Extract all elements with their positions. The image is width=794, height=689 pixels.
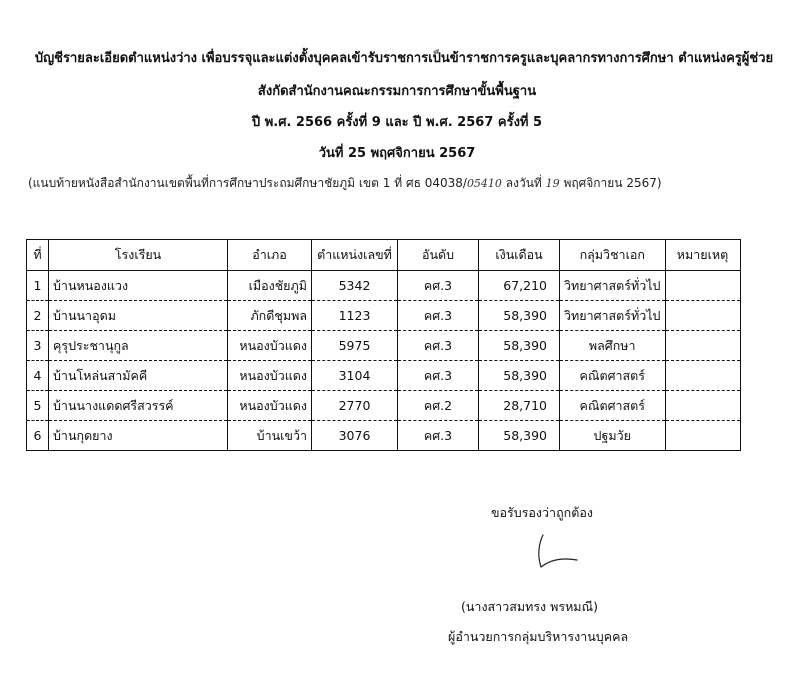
cell-district: หนองบัวแดง (228, 391, 312, 421)
cell-remark (665, 391, 740, 421)
cell-district: หนองบัวแดง (228, 361, 312, 391)
note-middle: ลงวันที่ (501, 176, 546, 190)
col-header-school: โรงเรียน (49, 240, 228, 271)
cell-salary: 58,390 (479, 361, 560, 391)
cell-subject: คณิตศาสตร์ (560, 391, 666, 421)
cell-rank: คศ.3 (398, 271, 479, 301)
doc-date: วันที่ 25 พฤศจิกายน 2567 (318, 146, 476, 161)
col-header-subject: กลุ่มวิชาเอก (560, 240, 666, 271)
col-header-no: ที่ (27, 240, 49, 271)
cell-position-no: 3076 (312, 421, 398, 451)
cell-school: บ้านโหล่นสามัคคี (49, 361, 228, 391)
cell-no: 4 (27, 361, 49, 391)
table-row (27, 421, 741, 451)
table-row (27, 301, 741, 331)
cell-no: 2 (27, 301, 49, 331)
cell-no: 6 (27, 421, 49, 451)
cell-rank: คศ.3 (398, 421, 479, 451)
cell-district: บ้านเขว้า (228, 421, 312, 451)
attachment-note (28, 174, 662, 193)
cell-subject: วิทยาศาสตร์ทั่วไป (560, 301, 666, 331)
certification-text: ขอรับรองว่าถูกต้อง (491, 505, 593, 520)
cell-position-no: 5342 (312, 271, 398, 301)
cell-salary: 58,390 (479, 301, 560, 331)
cell-subject: คณิตศาสตร์ (560, 361, 666, 391)
col-header-district: อำเภอ (228, 240, 312, 271)
table-header-row (27, 240, 741, 271)
cell-subject: ปฐมวัย (560, 421, 666, 451)
vacancy-table (26, 239, 741, 451)
cell-position-no: 3104 (312, 361, 398, 391)
table-row (27, 391, 741, 421)
cell-school: บ้านกุดยาง (49, 421, 228, 451)
handwritten-day: 19 (545, 177, 560, 190)
handwritten-doc-number: 05410 (466, 177, 502, 190)
note-suffix: พฤศจิกายน 2567) (559, 176, 662, 190)
cell-rank: คศ.2 (398, 391, 479, 421)
cell-remark (665, 421, 740, 451)
cell-remark (665, 301, 740, 331)
cell-no: 3 (27, 331, 49, 361)
doc-title-line1: บัญชีรายละเอียดตำแหน่งว่าง เพื่อบรรจุและแต่งตั้งบุคคลเข้ารับราชการเป็นข้าราชการครูและบุคลากรทางการศึกษา ตำแหน่งครูผู้ช่วย (34, 51, 774, 66)
doc-title-line3: ปี พ.ศ. 2566 ครั้งที่ 9 และ ปี พ.ศ. 2567 ครั้งที่ 5 (251, 115, 543, 130)
cell-school: บ้านหนองแวง (49, 271, 228, 301)
cell-salary: 67,210 (479, 271, 560, 301)
cell-remark (665, 361, 740, 391)
cell-school: บ้านนางแดดศรีสวรรค์ (49, 391, 228, 421)
col-header-salary: เงินเดือน (479, 240, 560, 271)
signer-name: (นางสาวสมทรง พรหมณี) (461, 599, 599, 614)
cell-no: 1 (27, 271, 49, 301)
table-row (27, 361, 741, 391)
cell-subject: พลศึกษา (560, 331, 666, 361)
cell-remark (665, 331, 740, 361)
col-header-rank: อันดับ (398, 240, 479, 271)
signer-title: ผู้อำนวยการกลุ่มบริหารงานบุคคล (448, 629, 629, 644)
cell-rank: คศ.3 (398, 301, 479, 331)
cell-school: บ้านนาอุดม (49, 301, 228, 331)
col-header-remark: หมายเหตุ (665, 240, 740, 271)
signature-mark (525, 527, 585, 577)
cell-no: 5 (27, 391, 49, 421)
cell-rank: คศ.3 (398, 361, 479, 391)
cell-salary: 58,390 (479, 331, 560, 361)
cell-position-no: 5975 (312, 331, 398, 361)
cell-district: หนองบัวแดง (228, 331, 312, 361)
table-row (27, 271, 741, 301)
cell-position-no: 2770 (312, 391, 398, 421)
table-row (27, 331, 741, 361)
note-prefix: (แนบท้ายหนังสือสำนักงานเขตพื้นที่การศึกษาประถมศึกษาชัยภูมิ เขต 1 ที่ ศธ 04038/ (28, 176, 467, 190)
col-header-position-no: ตำแหน่งเลขที่ (312, 240, 398, 271)
cell-school: คุรุประชานุกูล (49, 331, 228, 361)
doc-title-line2: สังกัดสำนักงานคณะกรรมการการศึกษาขั้นพื้นฐาน (257, 84, 537, 99)
cell-rank: คศ.3 (398, 331, 479, 361)
cell-remark (665, 271, 740, 301)
cell-salary: 58,390 (479, 421, 560, 451)
cell-position-no: 1123 (312, 301, 398, 331)
cell-subject: วิทยาศาสตร์ทั่วไป (560, 271, 666, 301)
cell-salary: 28,710 (479, 391, 560, 421)
cell-district: เมืองชัยภูมิ (228, 271, 312, 301)
cell-district: ภักดีชุมพล (228, 301, 312, 331)
